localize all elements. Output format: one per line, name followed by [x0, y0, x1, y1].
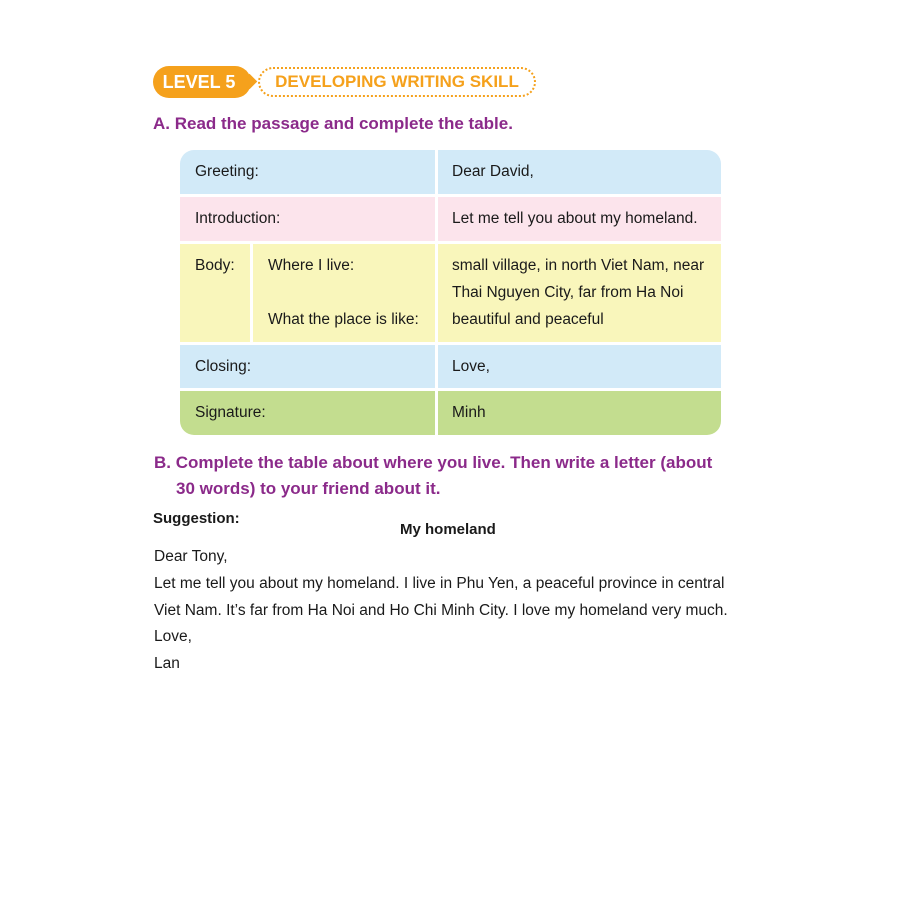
letter-body-line1: Let me tell you about my homeland. I live in Phu Yen, a peaceful province in central	[154, 574, 725, 592]
letter-title: My homeland	[400, 521, 496, 538]
letter-signature: Lan	[154, 655, 180, 673]
greeting-label: Greeting:	[180, 150, 435, 194]
signature-value: Minh	[438, 391, 721, 435]
section-b-heading-line2: 30 words) to your friend about it.	[176, 479, 441, 498]
where-value-line2: Thai Nguyen City, far from Ha Noi	[452, 284, 684, 301]
skill-label: DEVELOPING WRITING SKILL	[258, 67, 536, 97]
section-b-heading-line1: B. Complete the table about where you live. Then write a letter (about	[154, 453, 713, 472]
closing-value: Love,	[438, 345, 721, 388]
where-value-line1: small village, in north Viet Nam, near	[452, 257, 705, 274]
body-label: Body:	[180, 244, 250, 342]
introduction-value: Let me tell you about my homeland.	[438, 197, 721, 241]
section-a-heading: A. Read the passage and complete the table.	[153, 114, 513, 133]
body-values	[438, 244, 721, 342]
level-label: LEVEL 5	[153, 66, 251, 98]
sample-letter	[154, 544, 764, 678]
letter-greeting: Dear Tony,	[154, 548, 228, 565]
introduction-label: Introduction:	[180, 197, 435, 241]
closing-label: Closing:	[180, 345, 435, 388]
greeting-value: Dear David,	[438, 150, 721, 194]
like-value: beautiful and peaceful	[452, 311, 604, 328]
suggestion-label: Suggestion:	[153, 510, 240, 527]
where-label: Where I live:	[268, 257, 355, 274]
like-label: What the place is like:	[268, 311, 419, 328]
letter-closing: Love,	[154, 628, 192, 646]
signature-label: Signature:	[180, 391, 435, 435]
body-subtopics	[253, 244, 435, 342]
letter-structure-table	[180, 150, 721, 435]
letter-body-line2: Viet Nam. It’s far from Ha Noi and Ho Chi Minh City. I love my homeland very much.	[154, 601, 728, 619]
section-b-heading	[154, 450, 774, 502]
